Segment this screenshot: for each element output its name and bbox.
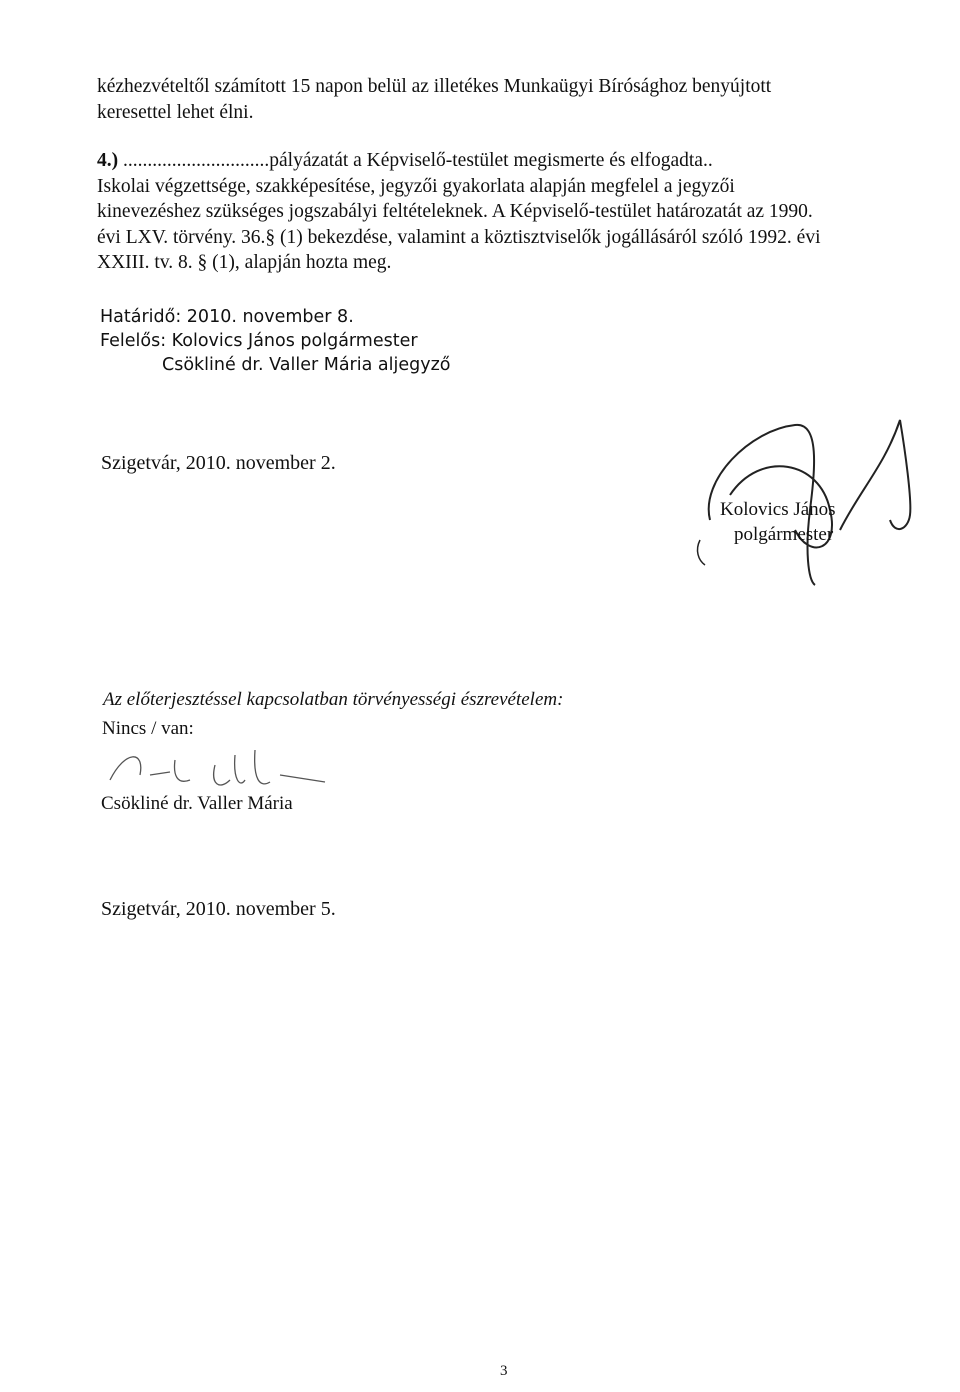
text-line: kézhezvételtől számított 15 napon belül az illetékes Munkaügyi Bírósághoz benyújtott — [97, 76, 772, 97]
notary-signature — [95, 740, 355, 800]
place-date-1: Szigetvár, 2010. november 2. — [101, 452, 336, 474]
remark-status: Nincs / van: — [102, 718, 194, 739]
text-line: keresettel lehet élni. — [97, 101, 254, 123]
page-number: 3 — [500, 1363, 508, 1379]
mayor-name: Kolovics János — [720, 499, 836, 520]
responsible-deputy-notary: Csökliné dr. Valler Mária aljegyző — [162, 355, 451, 375]
notary-name: Csökliné dr. Valler Mária — [101, 793, 293, 814]
paragraph-item-4 — [97, 148, 907, 276]
item-number: 4.) — [97, 150, 119, 171]
place-date-2: Szigetvár, 2010. november 5. — [101, 898, 336, 920]
text-line: Iskolai végzettsége, szakképesítése, jegyzői gyakorlata alapján megfelel a jegyzői — [97, 175, 735, 197]
text-line: XXIII. tv. 8. § (1), alapján hozta meg. — [97, 252, 392, 273]
legality-remark: Az előterjesztéssel kapcsolatban törvényességi észrevételem: — [103, 689, 564, 710]
text-line — [97, 148, 907, 174]
dotted-placeholder: .............................. — [123, 150, 270, 171]
mayor-title: polgármester — [734, 524, 834, 545]
paragraph-appeal — [97, 74, 907, 125]
text-line: kinevezéshez szükséges jogszabályi feltételeknek. A Képviselő-testület határozatát az 1990. — [97, 201, 813, 222]
responsible-mayor: Felelős: Kolovics János polgármester — [100, 331, 418, 351]
mayor-signature-block — [720, 497, 836, 547]
text-line: évi LXV. törvény. 36.§ (1) bekezdése, valamint a köztisztviselők jogállásáról szóló 1992. évi — [97, 226, 821, 248]
deadline: Határidő: 2010. november 8. — [100, 307, 354, 327]
text-fragment: pályázatát a Képviselő-testület megismerte és elfogadta.. — [269, 150, 713, 171]
